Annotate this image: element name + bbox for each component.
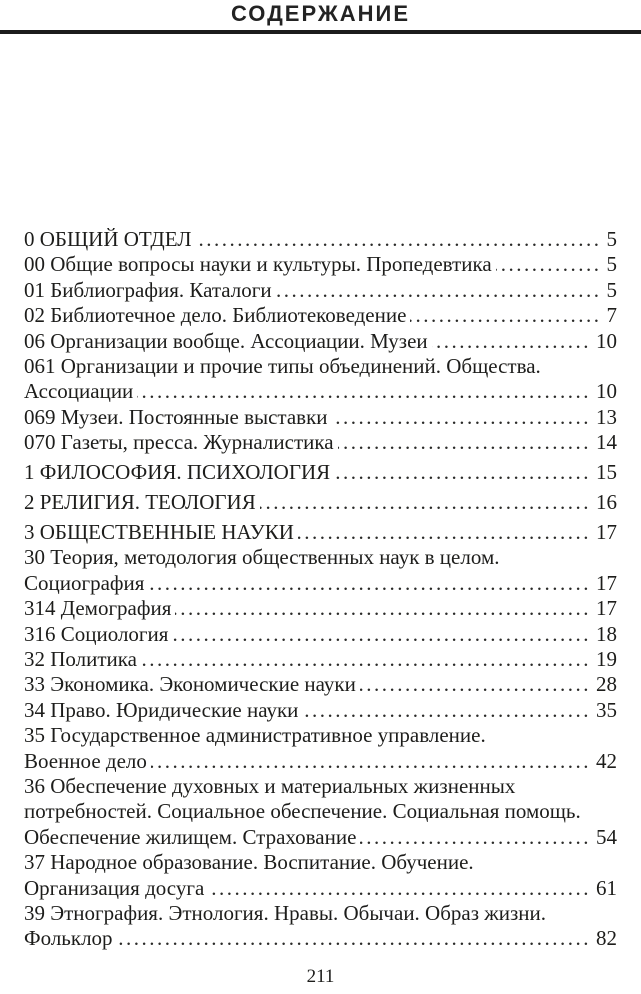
toc-line	[24, 850, 617, 875]
toc-entry-page: 17	[596, 596, 617, 621]
toc-entry	[24, 850, 617, 901]
toc-entry	[24, 545, 617, 596]
toc-list	[24, 227, 617, 952]
page-title: СОДЕРЖАНИЕ	[230, 1, 411, 26]
toc-entry-page: 17	[596, 519, 617, 544]
toc-entry-text: 32 Политика	[24, 647, 137, 671]
toc-line	[24, 278, 617, 303]
dot-leader	[208, 876, 591, 901]
toc-entry	[24, 278, 617, 303]
toc-line	[24, 698, 617, 723]
toc-entry	[24, 490, 617, 515]
toc-line	[24, 596, 617, 621]
toc-entry-page: 5	[606, 252, 617, 277]
toc-entry	[24, 354, 617, 405]
dot-leader	[141, 647, 591, 672]
toc-entry-text: 316 Социология	[24, 621, 169, 646]
toc-entry-page: 82	[596, 926, 617, 951]
toc-entry	[24, 252, 617, 277]
toc-entry	[24, 647, 617, 672]
toc-entry-text: 33 Экономика. Экономические науки	[24, 672, 356, 697]
toc-line	[24, 405, 617, 430]
dot-leader	[334, 460, 591, 485]
header-rule	[0, 30, 641, 34]
toc-entry-text: 34 Право. Юридические науки	[24, 697, 299, 722]
toc-line	[24, 252, 617, 277]
dot-leader	[332, 405, 591, 430]
toc-line	[24, 460, 617, 485]
toc-entry-page: 10	[596, 328, 617, 353]
toc-line	[24, 876, 617, 901]
dot-leader	[148, 571, 591, 596]
toc-entry-text: 06 Организации вообще. Ассоциации. Музеи	[24, 328, 428, 353]
dot-leader	[338, 430, 591, 455]
toc-entry-text: 061 Организации и прочие типы объединений. Общества.	[24, 354, 541, 379]
toc-entry-text: 37 Народное образование. Воспитание. Обучение.	[24, 850, 474, 875]
toc-line	[24, 520, 617, 545]
toc-entry-text: 35 Государственное административное управление.	[24, 723, 486, 748]
toc-entry-text: 30 Теория, методология общественных наук в целом.	[24, 545, 500, 570]
toc-entry-text: 314 Демография	[24, 596, 172, 621]
toc-entry-page: 42	[596, 748, 617, 773]
toc-entry	[24, 520, 617, 545]
toc-entry-page: 7	[606, 303, 617, 328]
toc-line	[24, 227, 617, 252]
toc-line	[24, 329, 617, 354]
toc-line	[24, 799, 617, 824]
dot-leader	[298, 520, 591, 545]
toc-line	[24, 490, 617, 515]
toc-entry	[24, 698, 617, 723]
toc-line	[24, 749, 617, 774]
toc-line	[24, 379, 617, 404]
toc-entry-text: Социография	[24, 570, 145, 595]
dot-leader	[175, 596, 591, 621]
footer-page-number: 211	[306, 966, 335, 987]
toc-entry-page: 10	[596, 379, 617, 404]
toc-entry-text: 02 Библиотечное дело. Библиотековедение	[24, 303, 407, 328]
toc-line	[24, 672, 617, 697]
toc-entry-text: 39 Этнография. Этнология. Нравы. Обычаи. Образ жизни.	[24, 901, 547, 926]
toc-line	[24, 825, 617, 850]
toc-entry-text: Обеспечение жилищем. Страхование	[24, 824, 357, 849]
toc-line	[24, 926, 617, 951]
dot-leader	[496, 252, 602, 277]
dot-leader	[151, 749, 591, 774]
toc-line	[24, 647, 617, 672]
toc-entry-text: потребностей. Социальное обеспечение. Социальная помощь.	[24, 799, 581, 824]
toc-entry-text: Фольклор	[24, 926, 113, 951]
dot-leader	[196, 227, 602, 252]
toc-entry-text: Военное дело	[24, 748, 147, 773]
dot-leader	[117, 926, 591, 951]
dot-leader	[302, 698, 591, 723]
toc-entry-text: 36 Обеспечение духовных и материальных жизненных	[24, 774, 516, 799]
toc-entry	[24, 723, 617, 774]
toc-line	[24, 774, 617, 799]
toc-line	[24, 303, 617, 328]
toc-entry-page: 35	[596, 697, 617, 722]
toc-entry	[24, 901, 617, 952]
dot-leader	[276, 278, 602, 303]
toc-entry	[24, 329, 617, 354]
toc-entry	[24, 672, 617, 697]
toc-line	[24, 430, 617, 455]
toc-entry-page: 5	[606, 227, 617, 251]
toc-line	[24, 723, 617, 748]
toc-entry-page: 16	[596, 490, 617, 515]
page-header	[0, 0, 641, 28]
toc-entry-text: 0 ОБЩИЙ ОТДЕЛ	[24, 227, 192, 251]
dot-leader	[137, 379, 591, 404]
toc-entry	[24, 774, 617, 850]
toc-entry-text: Ассоциации	[24, 379, 134, 404]
toc-entry	[24, 405, 617, 430]
dot-leader	[360, 672, 591, 697]
toc-entry-page: 13	[596, 404, 617, 429]
toc-entry-text: Организация досуга	[24, 875, 205, 900]
toc-entry-page: 17	[596, 570, 617, 595]
dot-leader	[410, 303, 601, 328]
toc-entry	[24, 430, 617, 455]
dot-leader	[360, 825, 591, 850]
toc-line	[24, 622, 617, 647]
toc-entry-page: 15	[596, 460, 617, 485]
toc-line	[24, 901, 617, 926]
toc-entry-text: 069 Музеи. Постоянные выставки	[24, 404, 328, 429]
toc-line	[24, 545, 617, 570]
toc-entry	[24, 596, 617, 621]
toc-entry-page: 61	[596, 875, 617, 900]
toc-entry-text: 00 Общие вопросы науки и культуры. Пропедевтика	[24, 252, 492, 277]
toc-entry-page: 28	[596, 672, 617, 697]
dot-leader	[260, 490, 591, 515]
toc-line	[24, 571, 617, 596]
toc-entry-text: 1 ФИЛОСОФИЯ. ПСИХОЛОГИЯ	[24, 460, 331, 485]
toc-entry-text: 2 РЕЛИГИЯ. ТЕОЛОГИЯ	[24, 490, 256, 515]
toc-entry	[24, 227, 617, 252]
toc-entry-page: 19	[596, 647, 617, 671]
toc-entry	[24, 622, 617, 647]
toc-entry-page: 54	[596, 824, 617, 849]
toc-entry-text: 3 ОБЩЕСТВЕННЫЕ НАУКИ	[24, 519, 294, 544]
toc-entry-text: 070 Газеты, пресса. Журналистика	[24, 430, 334, 455]
toc-entry-page: 18	[596, 621, 617, 646]
toc-entry-text: 01 Библиография. Каталоги	[24, 277, 272, 302]
toc-entry	[24, 460, 617, 485]
toc-line	[24, 354, 617, 379]
dot-leader	[172, 622, 591, 647]
toc-entry	[24, 303, 617, 328]
toc-entry-page: 5	[606, 277, 617, 302]
toc-entry-page: 14	[596, 430, 617, 455]
dot-leader	[432, 329, 591, 354]
